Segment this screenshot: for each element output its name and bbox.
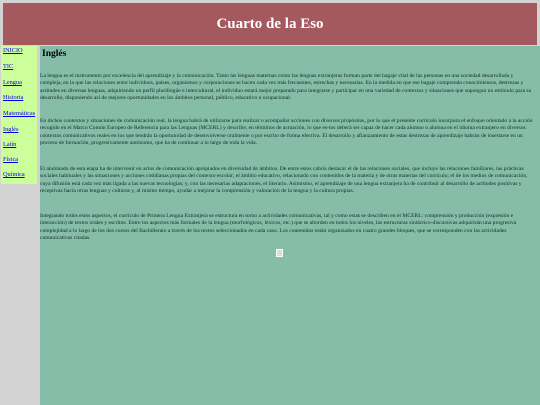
page-header [3,3,537,45]
broken-image-icon [276,249,283,257]
paragraph-2: En dichos contextos y situaciones de comunicación real, la lengua habrá de utilizarse para realizar o acompañar acciones con diversos propósitos, por lo que el presente currículo incorpora el enfoque orientado a la acción recogido en el Marco Común Europeo de Referencia para las Lenguas (MCERL) y describe, en términos de actuación, lo que es-tos deberá ser capaz de hacer cada alumno o alumna en el idioma extranjero en diversos contextos comunicativos reales en los que tendrán la oportunidad de desenvolverse oralmente o por escrito de forma efectiva. El desarrollo y afianzamiento de estas destrezas de aprendizaje habrán de insertarse en un proceso de formación, progresivamente autónomo, que ha de continuar a lo largo de toda la vida. [40,118,533,147]
nav-link-fisica[interactable]: Física [3,156,19,163]
nav-link-inicio[interactable]: INICIO [3,47,23,54]
nav-link-quimica[interactable]: Química [3,171,25,178]
main-content [40,46,540,405]
paragraph-4: Integrando todos estos aspectos, el currículo de Primera Lengua Extranjera se estructura en torno a actividades comunicativas, tal y como estas se describen en el MCERL: comprensión y producción (expresión e interacción) de textos orales y escritos. Entre los aspectos más formales de la lengua (morfológicos, léxicos, etc.) que se aborden en todos los niveles, las estructuras sintáctico-discursivas adquirirán una progresiva complejidad a lo largo de los dos cursos del Bachillerato a través de los textos seleccionados en cada caso. Los contenidos están organizados en cuatro grandes bloques, que se corresponden con las actividades comunicativas citadas. [40,213,517,242]
section-title: Inglés [42,49,67,59]
paragraph-3: El alumnado de esta etapa ha de intervenir en actos de comunicación apropiados en diversidad de ámbitos. De entre estos cabría destacar el de las relaciones sociales, que incluye las relaciones familiares, las prácticas sociales habituales y las situaciones y acciones cotidianas propias del contexto escolar; el ámbito educativo, relacionado con contenidos de la materia y de otras materias del currículo; el de los medios de comunicación, cuya difusión está cada vez más ligada a las nuevas tecnologías; y, con las necesarias adaptaciones, el literario. Asimismo, el aprendizaje de una lengua extranjera ha de contribuir al desarrollo de actitudes positivas y receptivas hacia otras lenguas y culturas y, al mismo tiempo, ayudar a mejorar la comprensión y valoración de la lengua y la cultura propias. [40,166,528,195]
nav-link-ingles[interactable]: Inglés [3,126,19,133]
nav-link-latin[interactable]: Latín [3,141,17,148]
nav-link-matematicas[interactable]: Matemáticas [3,110,36,117]
nav-link-tic[interactable]: TIC [3,63,14,70]
page-title: Cuarto de la Eso [216,15,324,32]
sidebar-nav [1,46,37,184]
nav-link-historia[interactable]: Historia [3,94,24,101]
nav-link-lengua[interactable]: Lengua [3,79,22,86]
paragraph-1: La lengua es el instrumento por excelencia del aprendizaje y la comunicación. Tanto las lenguas maternas como las lenguas extranjeras forman parte del bagaje vital de las personas en una sociedad desarrollada y compleja, en la que las relaciones entre individuos, países, organismos y corporaciones se hacen cada vez más frecuentes, estrechas y necesarias. En la medida en que ese bagaje comprenda conocimientos, destrezas y actitudes en diversas lenguas, adquiriendo un perfil plurilingüe e intercultural, el individuo estará mejor preparado para integrarse y participar en una variedad de contextos y situaciones que supongan un estímulo para su desarrollo, disponiendo así de mejores oportunidades en los ámbitos personal, público, educativo u ocupacional. [40,73,532,102]
